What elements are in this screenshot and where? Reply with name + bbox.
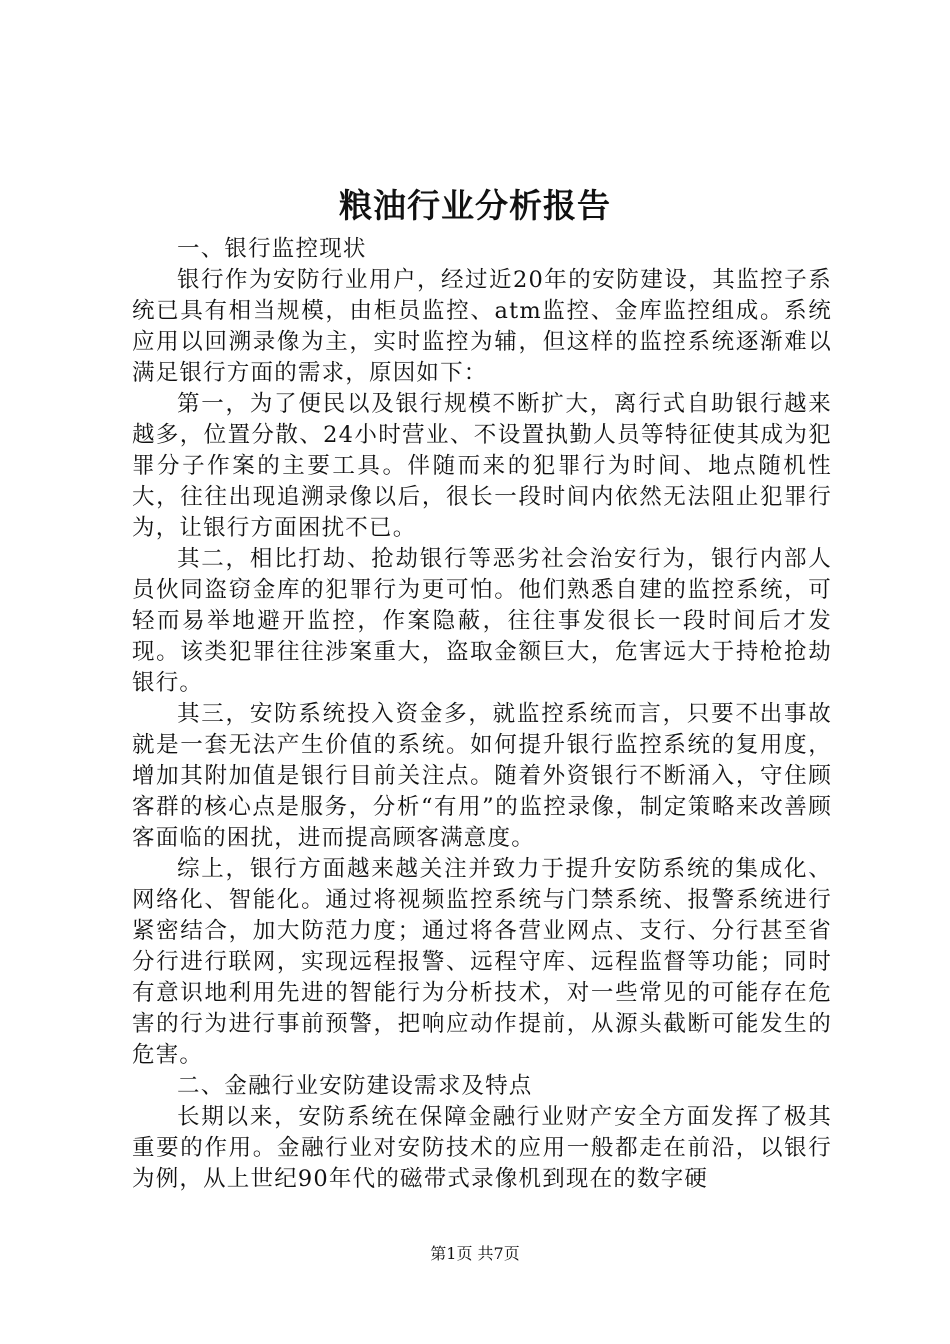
paragraph: 综上，银行方面越来越关注并致力于提升安防系统的集成化、网络化、智能化。通过将视频监控系统与门禁系统、报警系统进行紧密结合，加大防范力度；通过将各营业网点、支行、分行甚至省分行进行联网，实现远程报警、远程守库、远程监督等功能；同时有意识地利用先进的智能行为分析技术，对一些常见的可能存在危害的行为进行事前预警，把响应动作提前，从源头截断可能发生的危害。	[132, 856, 832, 1068]
page-footer: 第1页 共7页	[430, 1244, 520, 1263]
paragraph: 第一，为了便民以及银行规模不断扩大，离行式自助银行越来越多，位置分散、24小时营业、不设置执勤人员等特征使其成为犯罪分子作案的主要工具。伴随而来的犯罪行为时间、地点随机性大，往往出现追溯录像以后，很长一段时间内依然无法阻止犯罪行为，让银行方面困扰不已。	[132, 391, 832, 541]
paragraph: 长期以来，安防系统在保障金融行业财产安全方面发挥了极其重要的作用。金融行业对安防技术的应用一般都走在前沿，以银行为例，从上世纪90年代的磁带式录像机到现在的数字硬	[132, 1104, 832, 1192]
paragraph: 其二，相比打劫、抢劫银行等恶劣社会治安行为，银行内部人员伙同盗窃金库的犯罪行为更可怕。他们熟悉自建的监控系统，可轻而易举地避开监控，作案隐蔽，往往事发很长一段时间后才发现。该类犯罪往往涉案重大，盗取金额巨大，危害远大于持枪抢劫银行。	[132, 546, 832, 696]
document-body	[132, 234, 832, 1195]
section-heading-1: 一、银行监控现状	[177, 236, 367, 262]
paragraph: 其三，安防系统投入资金多，就监控系统而言，只要不出事故就是一套无法产生价值的系统。如何提升银行监控系统的复用度，增加其附加值是银行目前关注点。随着外资银行不断涌入，守住顾客群的核心点是服务，分析“有用”的监控录像，制定策略来改善顾客面临的困扰，进而提高顾客满意度。	[132, 701, 832, 851]
section-heading-2: 二、金融行业安防建设需求及特点	[177, 1073, 533, 1099]
paragraph: 银行作为安防行业用户，经过近20年的安防建设，其监控子系统已具有相当规模，由柜员监控、atm监控、金库监控组成。系统应用以回溯录像为主，实时监控为辅，但这样的监控系统逐渐难以满足银行方面的需求，原因如下：	[132, 267, 832, 386]
document-title: 粮油行业分析报告	[339, 186, 611, 225]
